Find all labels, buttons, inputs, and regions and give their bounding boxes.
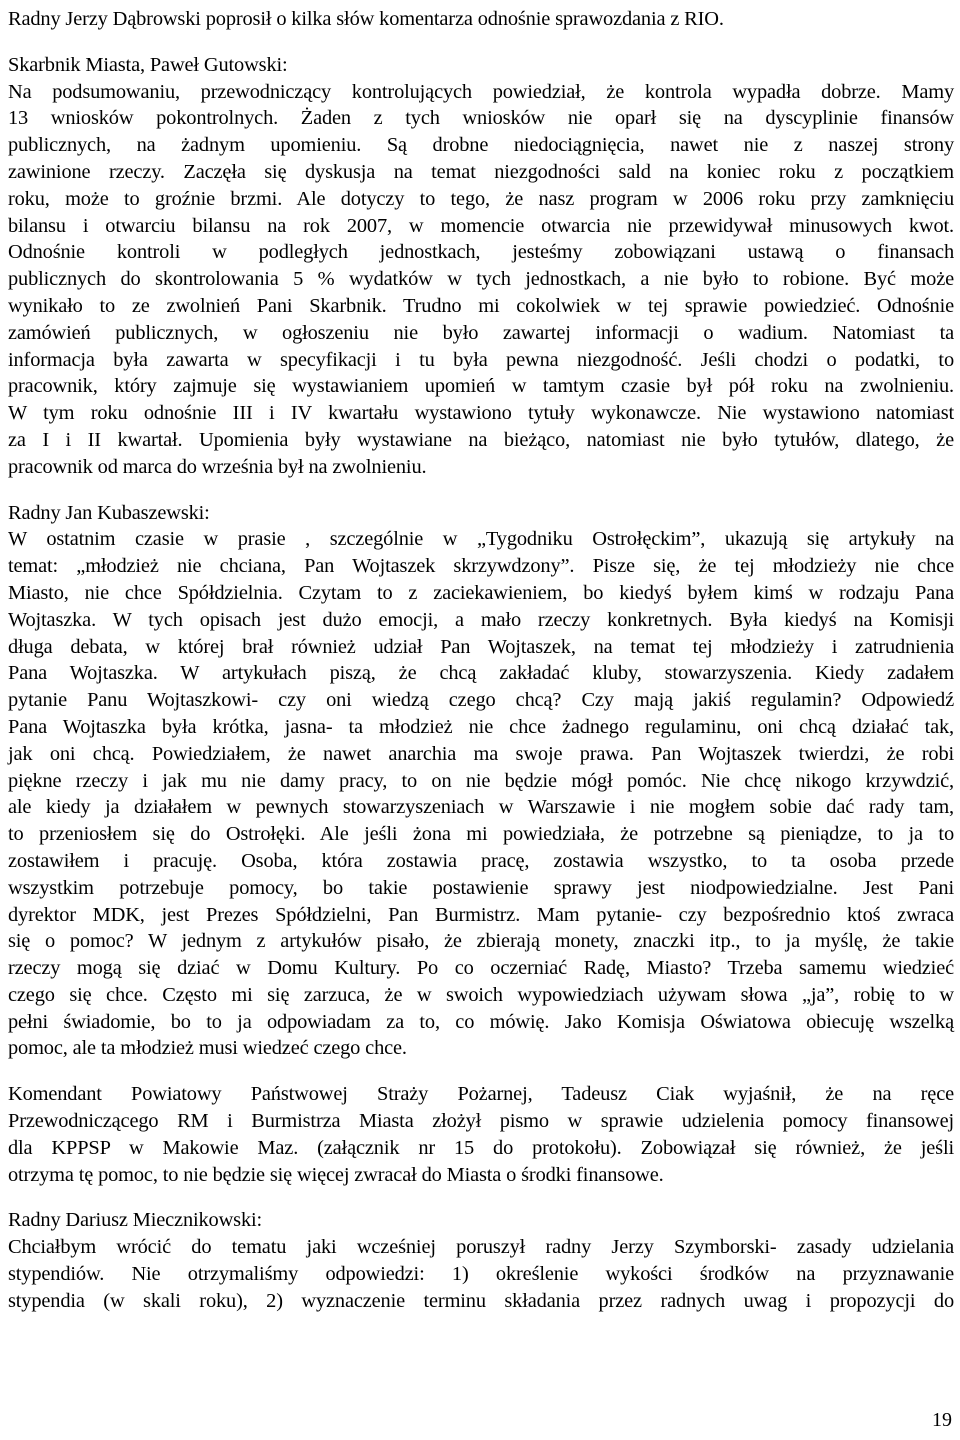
- text-line: zostawiłem i pracuję. Osoba, która zostawia pracę, zostawia wszystko, to ta osoba przede: [8, 849, 954, 872]
- text-line: Przewodniczącego RM i Burmistrza Miasta złożył pismo w sprawie udzielenia pomocy finansowej: [8, 1110, 954, 1133]
- text-line: Na podsumowaniu, przewodniczący kontrolujących powiedział, że kontrola wypadła dobrze. Mamy: [8, 80, 954, 103]
- text-line: Miasto, nie chce Spółdzielnia. Czytam to z zaciekawieniem, bo kiedyś byłem kimś w rodzaju Pana: [8, 581, 954, 604]
- text-line: publicznych, na żadnym upomieniu. Są drobne niedociągnięcia, nawet nie z naszej strony: [8, 134, 954, 157]
- text-line: Radny Dariusz Miecznikowski:: [8, 1209, 263, 1232]
- text-line: informacja była zawarta w specyfikacji i tu była pewna niezgodność. Jeśli chodzi o podatki, to: [8, 348, 954, 371]
- text-line: się o pomoc? W jednym z artykułów pisało, że zbierają monety, znaczki itp., to ja myślę, że takie: [8, 930, 954, 953]
- text-line: 13 wniosków pokontrolnych. Żaden z tych wniosków nie oparł się na dyscyplinie finansów: [8, 107, 954, 130]
- text-line: wszystkim potrzebuje pomocy, bo takie postawienie sprawy jest niodpowiedzialne. Jest Pani: [8, 876, 954, 899]
- text-line: temat: „młodzież nie chciana, Pan Wojtaszek skrzywdzony”. Pisze się, że tej młodzieży nie chce: [8, 555, 954, 578]
- speaker-paragraph-miecznikowski: [8, 1207, 954, 1314]
- speaker-paragraph-ciak: [8, 1081, 954, 1188]
- text-line: pełni świadomie, bo to ja odpowiadam za to, co mówię. Jako Komisja Oświatowa obiecuję wszelką: [8, 1010, 954, 1033]
- text-line: zamówień publicznych, w ogłoszeniu nie było zawartej informacji o wadium. Natomiast ta: [8, 321, 954, 344]
- text-line: W ostatnim czasie w prasie , szczególnie w „Tygodniku Ostrołęckim”, ukazują się artykuły na: [8, 528, 954, 551]
- text-line: piękne rzeczy i jak mu nie damy pracy, to on nie będzie mógł pomóc. Nie chcę nikogo krzywdzić,: [8, 769, 954, 792]
- text-line: Chciałbym wrócić do tematu jaki wcześniej poruszył radny Jerzy Szymborski- zasady udzielania: [8, 1236, 954, 1259]
- speaker-paragraph-kubaszewski: [8, 500, 954, 1063]
- text-line: stypendiów. Nie otrzymaliśmy odpowiedzi: 1) określenie wykości środków na przyznawanie: [8, 1263, 954, 1286]
- text-line: Skarbnik Miasta, Paweł Gutowski:: [8, 53, 288, 76]
- text-line: roku, może to groźnie brzmi. Ale dotyczy to tego, że nasz program w 2006 roku przy zamknięciu: [8, 187, 954, 210]
- page-number: 19: [932, 1409, 952, 1431]
- text-line: dla KPPSP w Makowie Maz. (załącznik nr 15 do protokołu). Zobowiązał się również, że jeśli: [8, 1136, 954, 1159]
- text-line: jak oni chcą. Powiedziałem, że nawet anarchia ma swoje prawa. Pan Wojtaszek twierdzi, że robi: [8, 742, 954, 765]
- text-line: ale kiedy ja działałem w pewnych stowarzyszeniach w Warszawie i nie mogłem sobie dać rady tam,: [8, 796, 954, 819]
- text-line: wynikało to ze zwolnień Pani Skarbnik. Trudno mi cokolwiek w tej sprawie powiedzieć. Odnośnie: [8, 294, 954, 317]
- text-line: Komendant Powiatowy Państwowej Straży Pożarnej, Tadeusz Ciak wyjaśnił, że na ręce: [8, 1083, 954, 1106]
- text-line: Wojtaszka. W tych opisach jest dużo emocji, a mało rzeczy konkretnych. Była kiedyś na Komisji: [8, 608, 954, 631]
- text-line: to przeniosłem się do Ostrołęki. Ale jeśli żona mi powiedziała, że potrzebne są pieniądze, to ja to: [8, 823, 954, 846]
- text-line: Odnośnie kontroli w podległych jednostkach, jesteśmy zobowiązani ustawą o finansach: [8, 241, 954, 264]
- text-line: W tym roku odnośnie III i IV kwartału wystawiono tytuły wykonawcze. Nie wystawiono natomiast: [8, 402, 954, 425]
- text-line: długa debata, w której brał również udział Pan Wojtaszek, na temat tej młodzieży i zatrudnienia: [8, 635, 954, 658]
- text-line: dyrektor MDK, jest Prezes Spółdzielni, Pan Burmistrz. Mam pytanie- czy bezpośrednio ktoś zwraca: [8, 903, 954, 926]
- text-line: pracownik od marca do września był na zwolnieniu.: [8, 455, 427, 478]
- text-line: rzeczy mogą się dziać w Domu Kultury. Po co oczerniać Radę, Miasto? Trzeba samemu wiedzieć: [8, 957, 954, 980]
- text-line: stypendia (w skali roku), 2) wyznaczenie terminu składania przez radnych uwag i propozycji do: [8, 1289, 954, 1312]
- text-line: otrzyma tę pomoc, to nie będzie się więcej zwracał do Miasta o środki finansowe.: [8, 1163, 664, 1186]
- text-line: zawinione rzeczy. Zaczęła się dyskusja na temat niezgodności sald na koniec roku z początkiem: [8, 160, 954, 183]
- text-line: pomoc, ale ta młodzież musi wiedzeć czego chce.: [8, 1037, 407, 1060]
- text-line: Pana Wojtaszka. W artykułach piszą, że chcą zakładać kluby, stowarzyszenia. Kiedy zadałem: [8, 662, 954, 685]
- speaker-paragraph-gutowski: [8, 52, 954, 481]
- text-line: za I i II kwartał. Upomienia były wystawiane na bieżąco, natomiast nie było tytułów, dlatego, że: [8, 428, 954, 451]
- text-line: pytanie Panu Wojtaszkowi- czy oni wiedzą czego chcą? Czy mają jakiś regulamin? Odpowiedź: [8, 689, 954, 712]
- speaker-paragraph-dabrowski: [8, 6, 954, 33]
- text-line: bilansu i otwarciu bilansu na rok 2007, w momencie otwarcia nie przewidywał minusowych kwot.: [8, 214, 954, 237]
- text-line: Radny Jerzy Dąbrowski poprosił o kilka słów komentarza odnośnie sprawozdania z RIO.: [8, 8, 724, 30]
- text-line: publicznych do skontrolowania 5 % wydatków w tych jednostkach, a nie było to robione. Być może: [8, 268, 954, 291]
- text-line: pracownik, który zajmuje się wystawianiem upomień w tamtym czasie był pół roku na zwolnieniu.: [8, 375, 954, 398]
- text-line: czego się chce. Często mi się zarzuca, że w swoich wypowiedziach używam słowa „ja”, robię to w: [8, 983, 954, 1006]
- text-line: Pana Wojtaszka była krótka, jasna- ta młodzież nie chce żadnego regulaminu, oni chcą działać tak,: [8, 715, 954, 738]
- text-line: Radny Jan Kubaszewski:: [8, 501, 210, 524]
- document-body: [8, 6, 954, 1334]
